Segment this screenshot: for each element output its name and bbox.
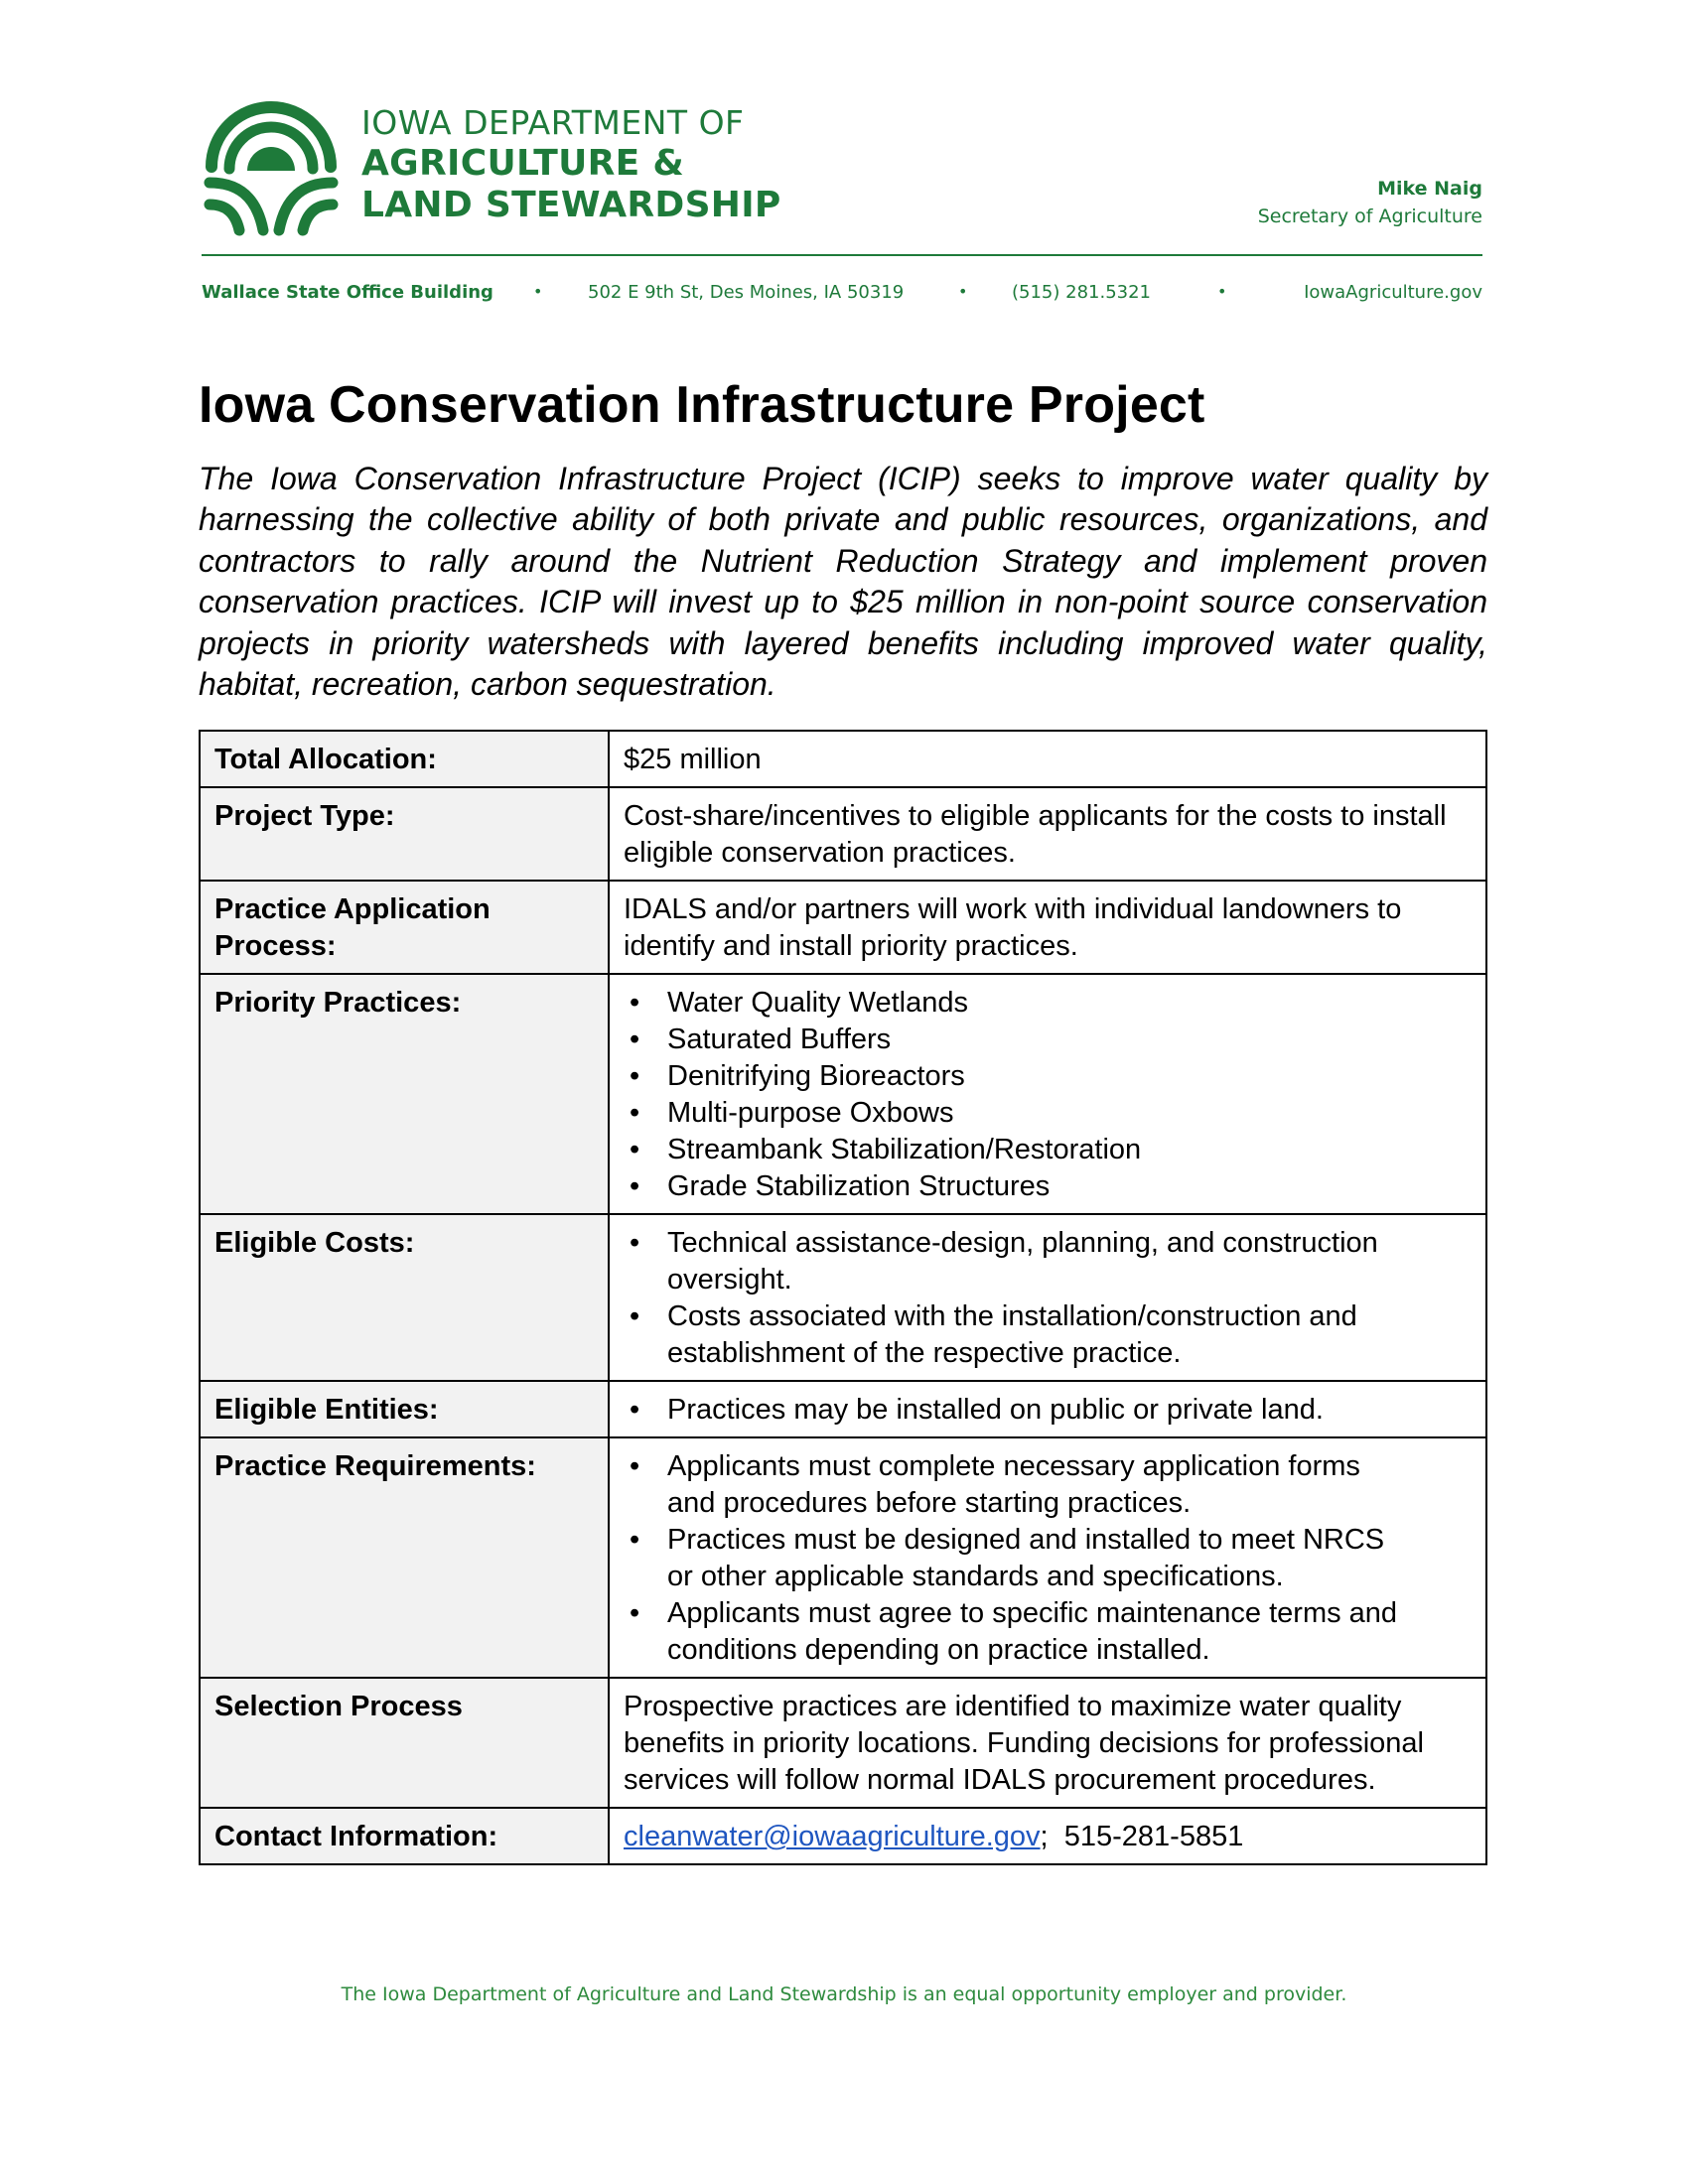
department-name-line2: AGRICULTURE & — [361, 143, 685, 184]
table-row — [200, 787, 1486, 881]
list-item: • Saturated Buffers — [624, 1022, 1472, 1058]
eligible-entities-list — [624, 1392, 1472, 1429]
table-row — [200, 881, 1486, 974]
secretary-title: Secretary of Agriculture — [1257, 205, 1482, 227]
project-info-table — [199, 730, 1487, 1865]
contact-separator: ; — [1040, 1821, 1049, 1852]
separator-dot: • — [1217, 282, 1227, 301]
department-name-line3: LAND STEWARDSHIP — [361, 185, 781, 225]
row-value — [609, 1808, 1486, 1864]
letterhead-divider — [202, 254, 1482, 256]
eligible-costs-list — [624, 1225, 1378, 1372]
building-name: Wallace State Office Building — [202, 282, 493, 303]
row-label: Contact Information: — [200, 1808, 609, 1864]
separator-dot: • — [533, 282, 543, 301]
list-item: • Streambank Stabilization/Restoration — [624, 1132, 1472, 1168]
row-value — [609, 1214, 1486, 1381]
practice-requirements-list — [624, 1448, 1408, 1669]
table-row — [200, 974, 1486, 1214]
row-value — [609, 974, 1486, 1214]
footer-statement: The Iowa Department of Agriculture and Land Stewardship is an equal opportunity employer and provider. — [341, 1983, 1347, 2005]
row-value: IDALS and/or partners will work with individual landowners to identify and install priority practices. — [609, 881, 1486, 974]
table-row — [200, 1678, 1486, 1808]
table-row — [200, 1808, 1486, 1864]
row-label: Eligible Costs: — [200, 1214, 609, 1381]
phone-number: (515) 281.5321 — [1012, 282, 1152, 303]
street-address: 502 E 9th St, Des Moines, IA 50319 — [588, 282, 905, 303]
row-value: Cost-share/incentives to eligible applicants for the costs to install eligible conservation practices. — [609, 787, 1486, 881]
separator-dot: • — [958, 282, 968, 301]
department-name-line1: IOWA DEPARTMENT OF — [361, 103, 745, 142]
row-label: Total Allocation: — [200, 731, 609, 787]
list-item: • Applicants must agree to specific maintenance terms and conditions depending on practice installed. — [624, 1595, 1408, 1669]
list-item: • Costs associated with the installation/construction and establishment of the respective practice. — [624, 1298, 1378, 1372]
website-link[interactable]: IowaAgriculture.gov — [1304, 282, 1482, 303]
list-item: • Applicants must complete necessary application forms and procedures before starting practices. — [624, 1448, 1408, 1522]
department-name — [361, 103, 781, 226]
intro-paragraph: The Iowa Conservation Infrastructure Project (ICIP) seeks to improve water quality by harnessing the collective ability of both private and public resources, organizations, and contractors to rally around the Nutrient Reduction Strategy and implement proven conservation practices. ICIP will invest up to $25 million in non-point source conservation projects in priority watersheds with layered benefits including improved water quality, habitat, recreation, carbon sequestration. — [199, 461, 1487, 703]
row-label: Eligible Entities: — [200, 1381, 609, 1437]
idals-logo-icon — [202, 97, 341, 236]
table-row — [200, 1214, 1486, 1381]
letterhead — [202, 97, 1482, 336]
table-row — [200, 1437, 1486, 1678]
list-item: • Practices must be designed and installed to meet NRCS or other applicable standards and specifications. — [624, 1522, 1408, 1595]
row-label: Priority Practices: — [200, 974, 609, 1214]
list-item: • Denitrifying Bioreactors — [624, 1058, 1472, 1095]
list-item: • Multi-purpose Oxbows — [624, 1095, 1472, 1132]
table-row — [200, 1381, 1486, 1437]
row-label: Project Type: — [200, 787, 609, 881]
priority-practices-list — [624, 985, 1472, 1205]
row-label: Selection Process — [200, 1678, 609, 1808]
contact-email-link[interactable]: cleanwater@iowaagriculture.gov — [624, 1821, 1041, 1852]
row-value — [609, 1381, 1486, 1437]
row-value — [609, 1437, 1486, 1678]
list-item: • Grade Stabilization Structures — [624, 1168, 1472, 1205]
list-item: • Water Quality Wetlands — [624, 985, 1472, 1022]
list-item: • Practices may be installed on public or private land. — [624, 1392, 1472, 1429]
secretary-block — [1258, 175, 1482, 230]
secretary-name: Mike Naig — [1377, 178, 1482, 200]
row-label: Practice Application Process: — [200, 881, 609, 974]
contact-phone: 515-281-5851 — [1063, 1821, 1244, 1852]
row-value: $25 million — [609, 731, 1486, 787]
row-value: Prospective practices are identified to maximize water quality benefits in priority locations. Funding decisions for professional services will follow normal IDALS procurement procedures. — [609, 1678, 1486, 1808]
list-item: • Technical assistance-design, planning, and construction oversight. — [624, 1225, 1378, 1298]
table-row — [200, 731, 1486, 787]
row-label: Practice Requirements: — [200, 1437, 609, 1678]
page-title: Iowa Conservation Infrastructure Project — [199, 376, 1205, 434]
